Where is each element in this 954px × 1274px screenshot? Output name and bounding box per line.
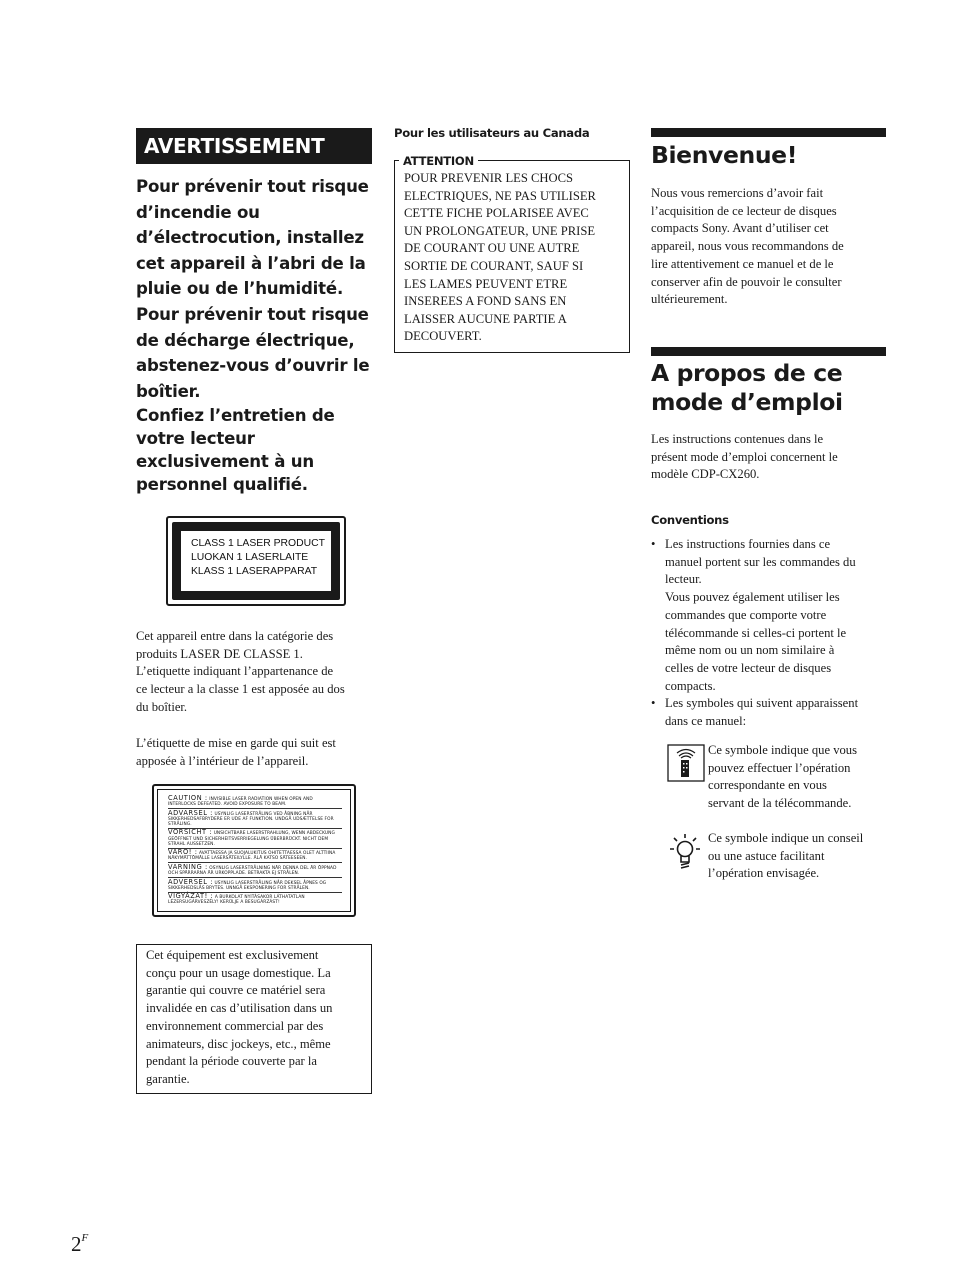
section-rule <box>651 128 886 137</box>
canada-title: Pour les utilisateurs au Canada <box>394 126 590 140</box>
service-warning-text: Confiez l’entretien de votre lecteur exclusivement à un personnel qualifié. <box>136 406 335 495</box>
page-number: $2^F$ <box>71 1232 89 1256</box>
caution-row: VORSICHT : UNSICHTBARE LASERSTRAHLUNG, WENN ABDECKUNG GEÖFFNET UND SICHERHEITSVERRIEGELUNG ÜBERBRÜCKT. NICHT DEM STRAHL AUSSETZEN. <box>168 830 342 848</box>
right-column <box>651 128 887 881</box>
middle-column <box>394 125 630 344</box>
caution-laser-label <box>152 784 356 917</box>
attention-title: ATTENTION <box>399 153 478 169</box>
conventions-list <box>651 536 887 731</box>
welcome-title: Bienvenue! <box>651 141 798 169</box>
about-title: A propos de ce mode d’emploi <box>651 359 843 416</box>
lightbulb-icon <box>669 832 705 872</box>
caution-row: CAUTION : INVISIBLE LASER RADIATION WHEN OPEN AND INTERLOCKS DEFEATED. AVOID EXPOSURE TO BEAM. <box>168 796 342 809</box>
left-column <box>136 128 372 1086</box>
list-item: • Les symboles qui suivent apparaissent dans ce manuel: <box>651 696 859 729</box>
attention-text: POUR PREVENIR LES CHOCS ELECTRIQUES, NE PAS UTILISER CETTE FICHE POLARISEE AVEC UN PROLONGATEUR, UNE PRISE DE COURANT OU UNE AUTRE SORTIE DE COURANT, SAUF SI LES LAMES PEUVENT ETRE INSEREES A FOND SANS EN LAISSER AUCUNE PARTIE A DECOUVERT. <box>404 171 596 344</box>
remote-symbol-note: Ce symbole indique que vous pouvez effectuer l’opération correspondante en vous servant de la télécommande. <box>651 742 887 813</box>
caution-row: VARO! : AVATTAESSA JA SUOJALUKITUS OHITETTAESSA OLET ALTTIINA NÄKYMÄTTÖMÄLLE LASERSÄTEILYLLE. ÄLÄ KATSO SÄTEESEEN. <box>168 850 342 863</box>
remote-control-icon <box>667 744 707 786</box>
conventions-title: Conventions <box>651 513 729 527</box>
domestic-use-notice: Cet équipement est exclusivement conçu pour un usage domestique. La garantie qui couvre ce matériel sera invalidée en cas d’utilisation dans un environnement commercial par des animateurs, disc jockeys, etc., même pendant la période couverte par la garantie. <box>136 944 372 1094</box>
list-item: • Les instructions fournies dans ce manuel portent sur les commandes du lecteur. Vous pouvez également utiliser les commandes que comporte votre télécommande si celles-ci portent le même nom ou un nom similaire à celles de votre lecteur de disques compacts. <box>651 537 856 693</box>
caution-row: ADVERSEL : USYNLIG LASERSTRÅLING NÅR DEKSEL ÅPNES OG SIKKERHEDSLÅS BRYTES. UNNGÅ EKSPONERING FOR STRÅLEN. <box>168 880 342 893</box>
caution-label-paragraph: L’étiquette de mise en garde qui suit est apposée à l’intérieur de l’appareil. <box>136 736 336 768</box>
caution-row: VARNING : OSYNLIG LASERSTRÅLNING NÄR DENNA DEL ÄR ÖPPNAD OCH SPÄRRARNA ÄR URKOPPLADE. BETRAKTA EJ STRÅLEN. <box>168 865 342 878</box>
section-rule <box>651 347 886 356</box>
welcome-text: Nous vous remercions d’avoir fait l’acquisition de ce lecteur de disques compacts Sony. Avant d’utiliser cet appareil, nous vous recommandons de lire attentivement ce manuel et de le conserver afin de pouvoir le consulter ultérieurement. <box>651 186 844 307</box>
avertissement-heading: AVERTISSEMENT <box>136 128 372 164</box>
class1-laser-label: CLASS 1 LASER PRODUCT LUOKAN 1 LASERLAITE KLASS 1 LASERAPPARAT <box>166 516 346 606</box>
warning-text: Pour prévenir tout risque d’incendie ou d’électrocution, installez cet appareil à l’abri de la pluie ou de l’humidité. Pour prévenir tout risque de décharge électrique, abstenez-vous d’ouvrir le boîtier. <box>136 177 370 401</box>
laser-class-paragraph: Cet appareil entre dans la catégorie des produits LASER DE CLASSE 1. L’etiquette indiquant l’appartenance de ce lecteur a la classe 1 est apposée au dos du boîtier. <box>136 629 345 714</box>
tip-symbol-note: Ce symbole indique un conseil ou une astuce facilitant l’opération envisagée. <box>651 830 887 883</box>
caution-row: ADVARSEL : USYNLIG LASERSTRÅLING VED ÅBNING NÅR SIKKERHEDSAFBRYDERE ER UDE AF FUNKTION. UNDGÅ UDSÆTTELSE FOR STRÅLING. <box>168 811 342 829</box>
about-text: Les instructions contenues dans le présent mode d’emploi concernent le modèle CDP-CX260. <box>651 432 838 482</box>
caution-row: VIGYÁZAT! : A BURKOLAT NYITÁSAKOR LÁTHATATLAN LÉZERSUGÁRVESZÉLY! KERÜLJE A BESUGÁRZÁST! <box>168 892 305 906</box>
attention-box <box>394 154 630 353</box>
